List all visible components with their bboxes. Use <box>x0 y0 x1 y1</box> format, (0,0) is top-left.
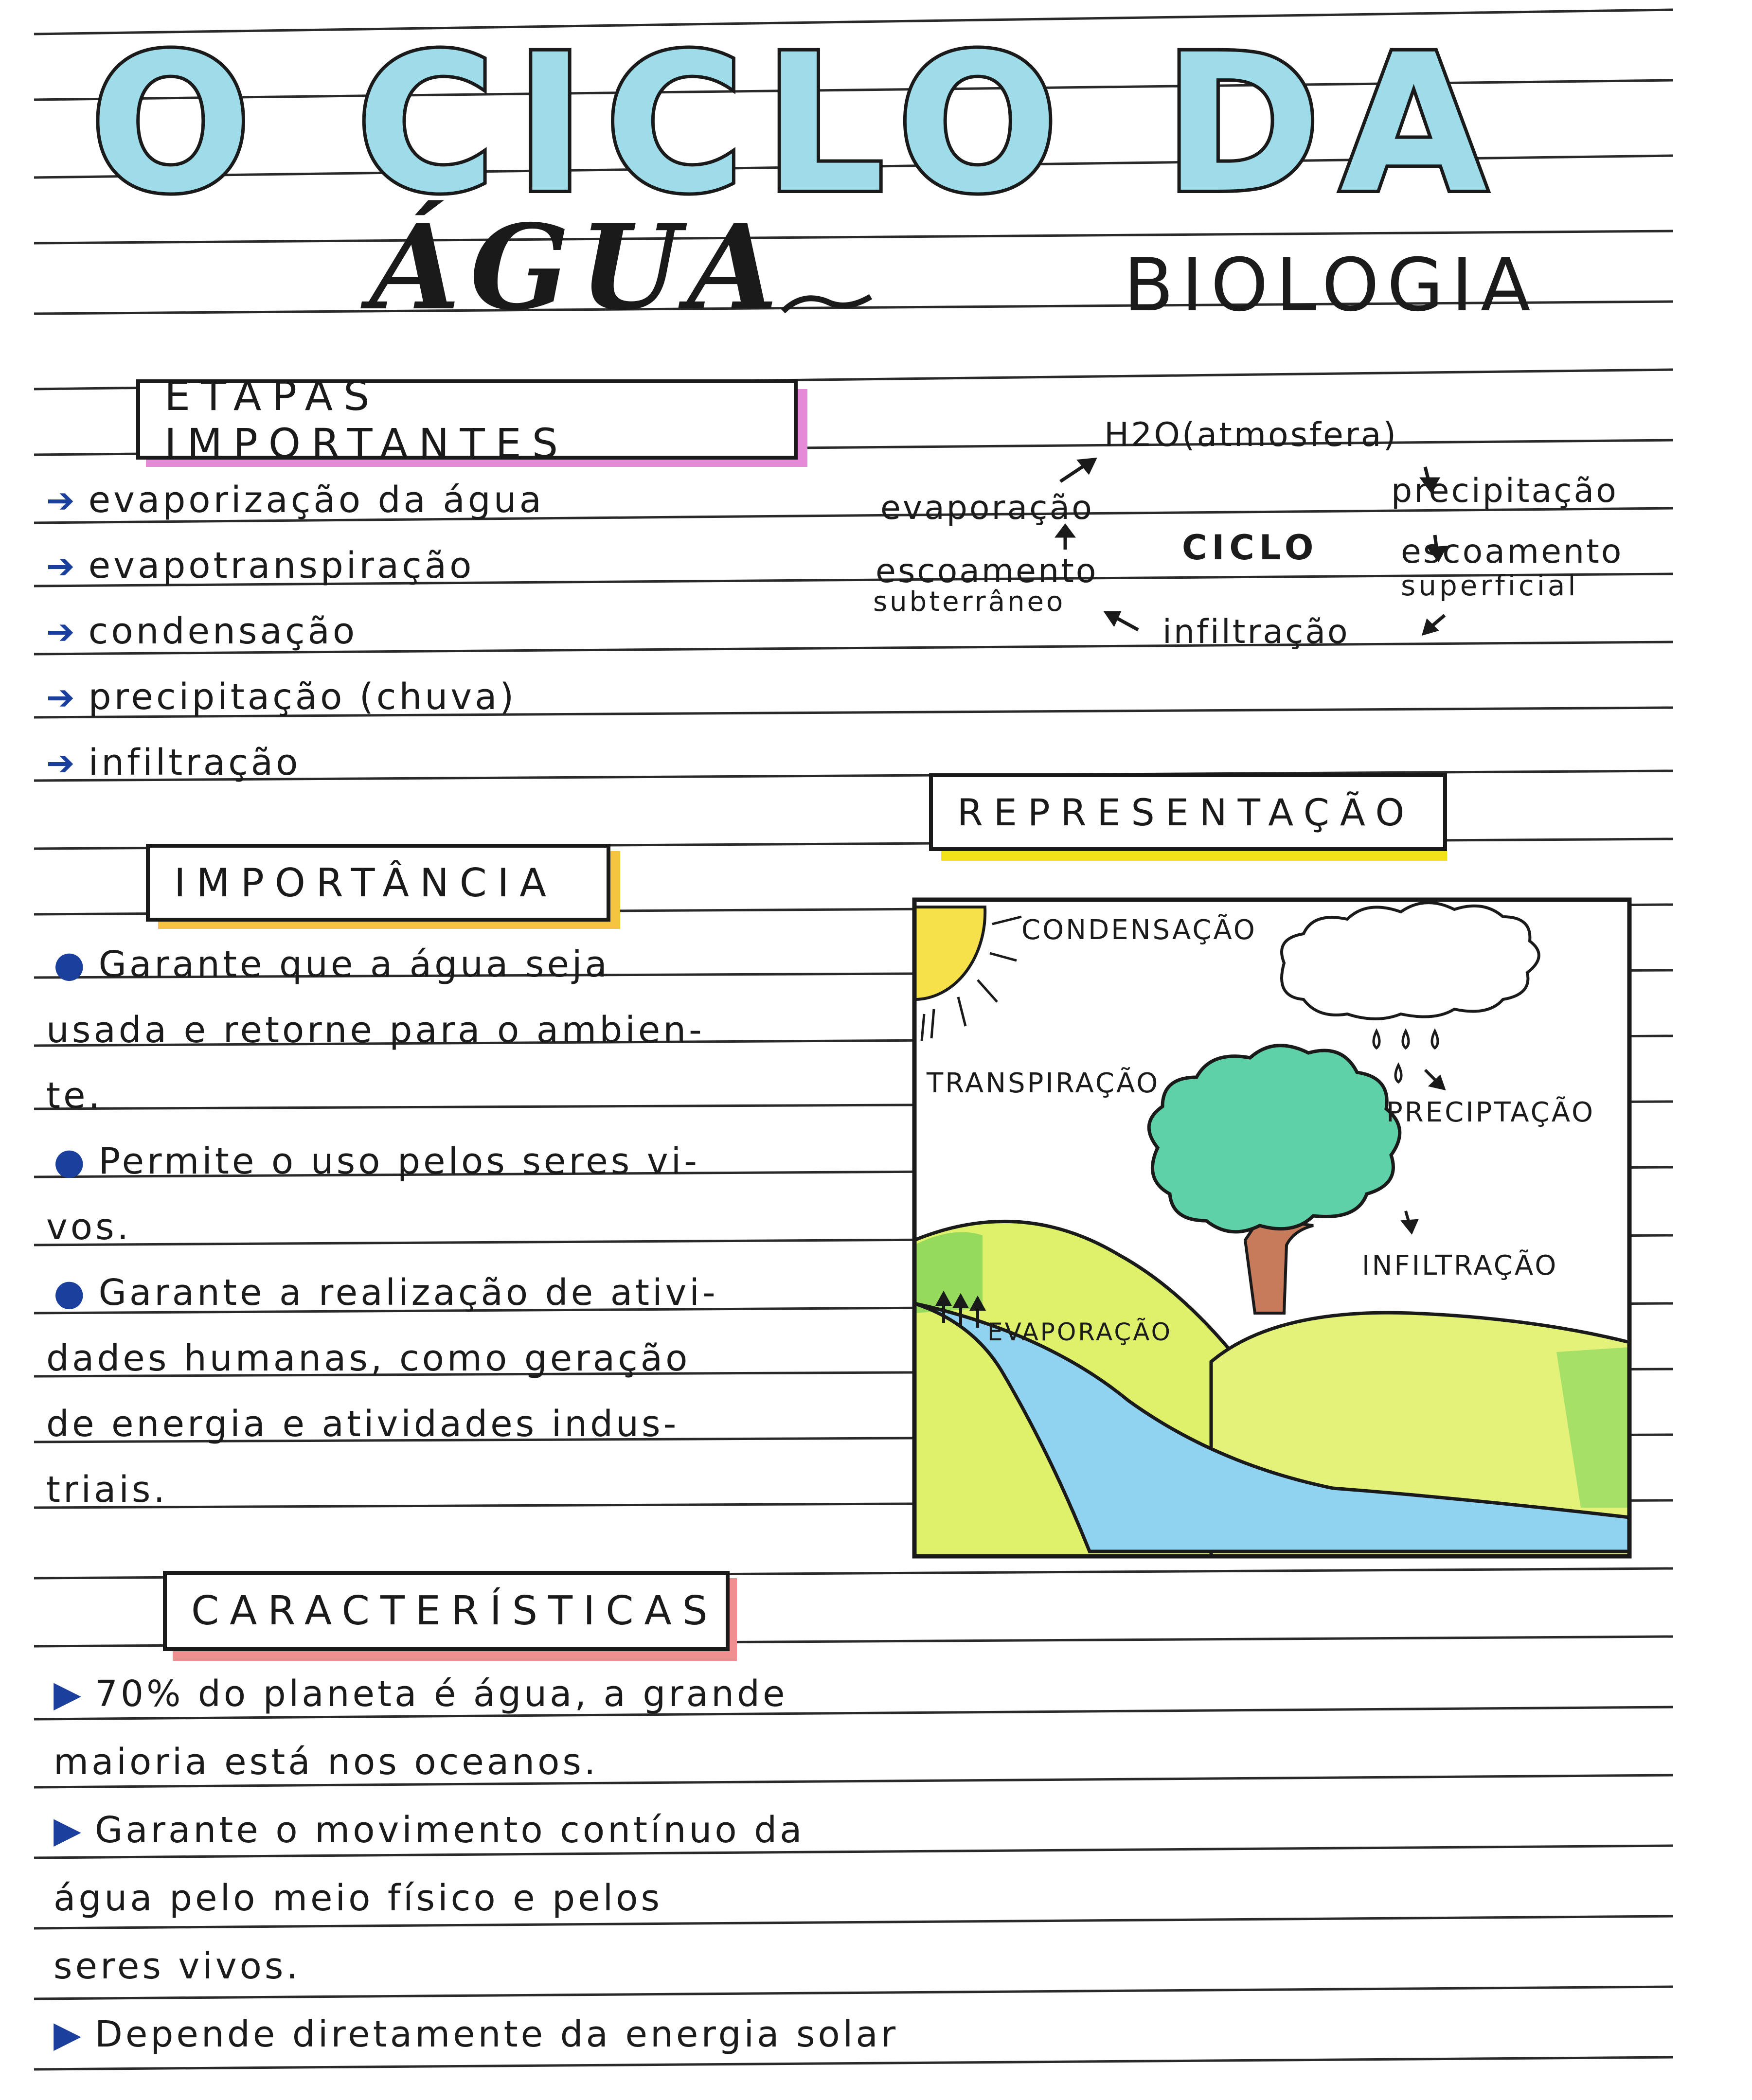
caracteristicas-line: ▶ 70% do planeta é água, a grande <box>54 1673 788 1715</box>
rep-infiltracao: INFILTRAÇÃO <box>1362 1250 1558 1281</box>
importancia-line: dades humanas, como geração <box>46 1337 691 1379</box>
water-cycle-drawing <box>914 900 1629 1556</box>
arrow-icon: ➔ <box>46 546 78 586</box>
bullet-icon: ● <box>54 1272 88 1314</box>
caracteristicas-line: água pelo meio físico e pelos <box>54 1877 663 1919</box>
rep-condensacao: CONDENSAÇÃO <box>1021 914 1257 946</box>
cloud-icon <box>1282 903 1539 1019</box>
arrow-icon: ➔ <box>46 612 78 652</box>
importancia-line: triais. <box>46 1469 168 1511</box>
caracteristicas-line: maioria está nos oceanos. <box>54 1741 599 1783</box>
rep-transpiracao: TRANSPIRAÇÃO <box>927 1068 1160 1099</box>
importancia-line: ● Garante a realização de ativi- <box>54 1272 718 1314</box>
ciclo-escoamento-sup: escoamento <box>1401 533 1624 571</box>
ciclo-precipitacao: precipitação <box>1391 472 1618 510</box>
arrow-icon: ➔ <box>46 677 78 717</box>
ciclo-evaporacao: evaporação <box>880 489 1094 527</box>
etapas-heading <box>136 372 798 467</box>
subject-label: BIOLOGIA <box>1124 243 1538 328</box>
etapas-heading-text: ETAPAS IMPORTANTES <box>164 372 569 467</box>
importancia-heading-text: IMPORTÂNCIA <box>174 860 557 906</box>
page-title-line1: O CICLO DA <box>90 14 1507 234</box>
bullet-icon: ● <box>54 943 88 985</box>
rep-precipitacao: PRECIPTAÇÃO <box>1386 1097 1595 1128</box>
triangle-bullet-icon: ▶ <box>54 1673 84 1715</box>
ciclo-superficial: superficial <box>1401 569 1579 602</box>
importancia-line: vos. <box>46 1206 132 1248</box>
importancia-line: usada e retorne para o ambien- <box>46 1009 705 1051</box>
bullet-icon: ● <box>54 1140 88 1182</box>
ciclo-top: H2O(atmosfera) <box>1104 416 1398 454</box>
etapas-item: ➔ condensação <box>46 610 358 652</box>
etapas-item: ➔ infiltração <box>46 742 301 783</box>
importancia-line: te. <box>46 1075 103 1117</box>
caracteristicas-line: seres vivos. <box>54 1945 301 1987</box>
etapas-item: ➔ evaporização da água <box>46 479 544 521</box>
etapas-item: ➔ precipitação (chuva) <box>46 676 517 718</box>
page-title-line2: ÁGUA <box>370 199 788 336</box>
triangle-bullet-icon: ▶ <box>54 2013 84 2055</box>
evaporation-arrows-icon <box>938 1294 983 1328</box>
rep-evaporacao: EVAPORAÇÃO <box>987 1318 1172 1346</box>
representacao-heading-text: REPRESENTAÇÃO <box>957 790 1415 834</box>
importancia-line: ● Permite o uso pelos seres vi- <box>54 1140 700 1182</box>
triangle-bullet-icon: ▶ <box>54 1809 84 1851</box>
caracteristicas-line: ▶ Garante o movimento contínuo da <box>54 1809 805 1851</box>
etapas-item: ➔ evapotranspiração <box>46 545 475 587</box>
importancia-line: ● Garante que a água seja <box>54 943 610 985</box>
caracteristicas-heading-text: CARACTERÍSTICAS <box>191 1588 718 1634</box>
ciclo-subterraneo: subterrâneo <box>873 586 1066 618</box>
arrow-icon: ➔ <box>46 481 78 520</box>
representacao-heading <box>929 773 1447 851</box>
arrow-icon: ➔ <box>46 743 78 783</box>
ciclo-infiltracao: infiltração <box>1162 613 1350 651</box>
caracteristicas-line: ▶ Depende diretamente da energia solar <box>54 2013 899 2055</box>
importancia-line: de energia e atividades indus- <box>46 1403 679 1445</box>
caracteristicas-heading <box>163 1571 730 1651</box>
ciclo-escoamento-sub: escoamento <box>876 552 1098 590</box>
ciclo-center: CICLO <box>1182 528 1319 568</box>
importancia-heading <box>146 844 610 922</box>
